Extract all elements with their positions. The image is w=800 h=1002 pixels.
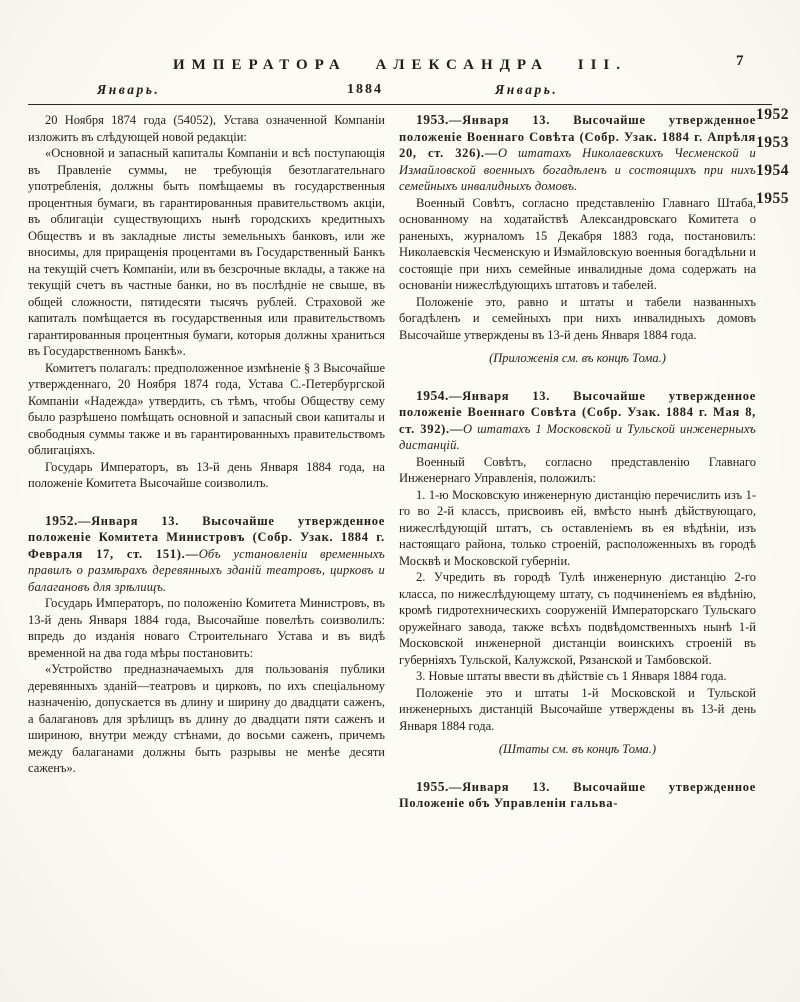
entry-heading xyxy=(28,513,385,596)
paragraph: Положеніе это и штаты 1-й Московской и Тульской инженерныхъ дистанцій Высочайше утверждены въ 13-й день Января 1884 года. xyxy=(399,685,756,733)
page-number: 7 xyxy=(736,53,744,69)
entry-1952 xyxy=(28,513,385,777)
year-label: 1884 xyxy=(347,82,383,97)
paragraph: Комитетъ полагалъ: предположенное измѣненіе § 3 Высочайше утвержденнаго, 20 Ноября 1874 года, Устава С.-Петербургской Компаніи «Надежда» утвердить, съ тѣмъ, чтобы Обществу сему было разрѣшено помѣщать основной и запасный свои капиталы и свободныя суммы также и въ гарантированныхъ правительствомъ облигаціяхъ. xyxy=(28,360,385,457)
entry-head-text: —Января 13. Высочайше утвержденное Положеніе объ Управленіи гальва- xyxy=(399,779,756,810)
margin-number: 1952 xyxy=(756,106,789,123)
entry-head-text: —Января 13. Высочайше утвержденное положеніе Военнаго Совѣта (Собр. Узак. 1884 г. Мая 8, ст. 392).— xyxy=(399,388,756,436)
entry-heading xyxy=(399,779,756,812)
text-columns xyxy=(28,112,756,812)
paragraph: Военный Совѣтъ, согласно представленію Главнаго Штаба, основанному на ходатайствѣ Александровскаго Комитета о раненыхъ, журналомъ 15 Декабря 1883 года, постановилъ: Николаевскія Чесменскую и Измайловскую военныя богадѣльни и состоящіе при нихъ семейные инвалидные дома содержать на основаніи нижеслѣдующихъ штатовъ и табелей. xyxy=(399,195,756,292)
margin-number: 1955 xyxy=(756,190,789,207)
paragraph: 1. 1-ю Московскую инженерную дистанцію перечислить изъ 1-го во 2-й классъ, присвоивъ ей, вмѣсто нынѣ дѣйствующаго, нижеслѣдующій штатъ, съ оставленіемъ въ ея вѣдѣніи, изъ настоящаго района, только строеній, расположенныхъ въ городѣ Москвѣ и Московской губерніи. xyxy=(399,487,756,568)
paragraph: Государь Императоръ, по положенію Комитета Министровъ, въ 13-й день Января 1884 года, Высочайше повелѣть соизволилъ: впредь до изданія новаго Строительнаго Устава и въ видѣ временной на два года мѣры постановить: xyxy=(28,596,385,660)
margin-number: 1954 xyxy=(756,162,789,179)
paragraph: Государь Императоръ, въ 13-й день Января 1884 года, на положеніе Комитета Высочайше соизволилъ. xyxy=(28,459,385,490)
appendix-note: (Штаты см. въ концѣ Тома.) xyxy=(498,742,657,756)
entry-subject: О штатахъ 1 Московской и Тульской инженерныхъ дистанцій. xyxy=(399,421,756,452)
right-column xyxy=(399,112,756,812)
left-month-label: Январь. xyxy=(97,82,161,97)
paragraph: 2. Учредить въ городѣ Тулѣ инженерную дистанцію 2-го класса, по нижеслѣдующему штату, съ подчиненіемъ ея вѣдѣнію, кромѣ гидротехническихъ сооруженій Императорскаго Тульскаго оружейнаго завода, также всѣхъ подвѣдомственныхъ нынѣ 1-й Московской инженерной дистанціи воинскихъ строеній въ губерніяхъ Тульской, Калужской, Рязанской и Тамбовской. xyxy=(399,570,756,667)
entry-1955 xyxy=(399,779,756,812)
entry-number: 1954. xyxy=(416,387,449,403)
paragraph: 3. Новые штаты ввести въ дѣйствіе съ 1 Января 1884 года. xyxy=(416,669,727,683)
entry-subject: О штатахъ Николаевскихъ Чесменской и Измайловской военныхъ богадѣленъ и состоящихъ при нихъ семейныхъ инвалидныхъ домовъ. xyxy=(399,146,756,193)
right-month-label: Январь. xyxy=(495,82,559,97)
entry-heading xyxy=(399,388,756,454)
margin-number: 1953 xyxy=(756,134,789,151)
appendix-note: (Приложенія см. въ концѣ Тома.) xyxy=(489,351,666,365)
margin-article-numbers xyxy=(756,106,789,218)
entry-head-text: —Января 13. Высочайше утвержденное положеніе Военнаго Совѣта (Собр. Узак. 1884 г. Апрѣля 20, ст. 326).— xyxy=(399,113,756,160)
entry-head-text: —Января 13. Высочайше утвержденное положеніе Комитета Министровъ (Собр. Узак. 1884 г. Февраля 17, ст. 151).— xyxy=(28,513,385,561)
header-rule xyxy=(28,104,772,105)
paragraph: «Основной и запасный капиталы Компаніи и всѣ поступающія въ Правленіе суммы, не требующія безотлагательнаго употребленія, должны быть помѣщаемы въ государственныя процентныя бумаги, въ гарантированныя правительствомъ акціи, въ облигаціи существующихъ нынѣ городскихъ кредитныхъ Обществъ и въ закладные листы земельныхъ банковъ, или же вносимы, для приращенія процентами въ Государственный Банкъ на текущій счетъ Компаніи, или въ безсрочные вклады, а также на текущій счетъ въ частные банки, но въ послѣдніе не свыше, въ общей сложности, пятидесяти тысячъ рублей. Страховой же капиталъ помѣщается въ государственныя или правительствомъ гарантированныя процентныя бумаги, которыя должны храниться въ Государственномъ Банкѣ». xyxy=(28,146,385,358)
entry-number: 1953. xyxy=(416,112,449,127)
entry-1953 xyxy=(399,112,756,367)
running-title: ИМПЕРАТОРА АЛЕКСАНДРА III. xyxy=(172,57,628,73)
paragraph: 20 Ноября 1874 года (54052), Устава означенной Компаніи изложить въ слѣдующей новой редакціи: xyxy=(28,113,385,144)
entry-subject: Объ установленіи временныхъ правилъ о размѣрахъ деревянныхъ зданій театровъ, цирковъ и балагановъ для зрѣлищъ. xyxy=(28,546,385,594)
entry-heading xyxy=(399,112,756,195)
entry-number: 1952. xyxy=(45,512,78,528)
entry-number: 1955. xyxy=(416,778,449,794)
paragraph: «Устройство предназначаемыхъ для пользованія публики деревянныхъ зданій—театровъ и цирковъ, по ихъ спеціальному назначенію, допускается въ длину и ширину до двадцати саженъ, а балагановъ для зрѣлищъ въ длину до двадцати пяти саженъ и шириною, внутри между стѣнами, до восьми саженъ, причемъ между балаганами должны быть разрывы не менѣе десяти саженъ». xyxy=(28,662,385,775)
paragraph: Положеніе это, равно и штаты и табели названныхъ богадѣленъ и семейныхъ при нихъ инвалидныхъ домовъ Высочайше утверждены въ 13-й день Января 1884 года. xyxy=(399,294,756,342)
entry-1954 xyxy=(399,388,756,758)
paragraph: Военный Совѣтъ, согласно представленію Главнаго Инженернаго Управленія, положилъ: xyxy=(399,454,756,485)
left-column xyxy=(28,112,385,812)
